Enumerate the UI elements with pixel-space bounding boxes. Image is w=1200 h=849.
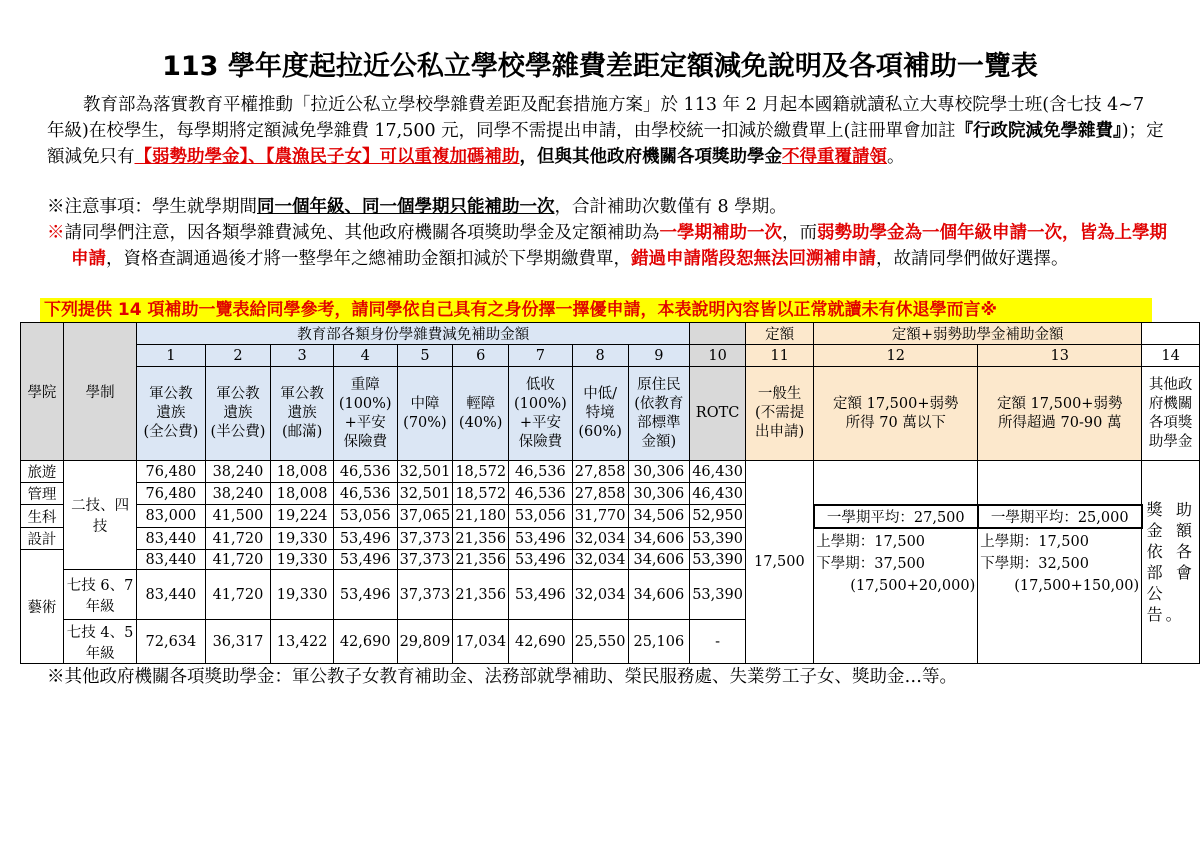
column-header-line: 保險費: [343, 433, 387, 450]
column-header-line: 遺族: [287, 405, 317, 421]
table-cell: 13,422: [271, 620, 334, 664]
column-header-line: 助學金: [1148, 433, 1193, 450]
table-cell: 32,034: [572, 550, 628, 570]
column-number: 9: [628, 345, 690, 367]
column-header: [690, 367, 746, 461]
column-header-line: 所得超過 70-90 萬: [997, 414, 1122, 431]
column-header-line: 低收: [525, 376, 555, 393]
column-number: 10: [690, 345, 746, 367]
col14-note: 獎助金額依各部會公告。: [1142, 461, 1200, 664]
table-cell: 19,224: [271, 505, 334, 528]
header-college: 學院: [21, 323, 64, 461]
header-group-need: 定額+弱勢助學金補助金額: [814, 323, 1142, 345]
column-header-line: ROTC: [695, 405, 740, 421]
column-header-line: (不需提: [755, 405, 805, 421]
col13-up: 上學期：17,500: [980, 533, 1089, 550]
table-cell: 53,496: [509, 550, 573, 570]
table-cell: 34,606: [628, 570, 690, 620]
table-cell: 37,373: [397, 550, 453, 570]
table-cell: 32,501: [397, 483, 453, 505]
table-cell: 46,536: [509, 483, 573, 505]
table-cell: 53,390: [690, 528, 746, 550]
column-header-line: +平安: [519, 414, 561, 431]
table-cell: 27,858: [572, 483, 628, 505]
table-cell: 19,330: [271, 570, 334, 620]
column-header-line: 特境: [585, 405, 615, 421]
column-number: 2: [205, 345, 271, 367]
table-cell: 83,440: [137, 550, 205, 570]
column-number: 11: [745, 345, 813, 367]
table-cell: 32,034: [572, 570, 628, 620]
column-header-line: 府機關: [1148, 395, 1193, 412]
table-cell: 21,180: [453, 505, 509, 528]
table-cell: 46,430: [690, 461, 746, 483]
column-number: 6: [453, 345, 509, 367]
column-number: 12: [814, 345, 978, 367]
column-header-line: 重障: [350, 376, 380, 393]
table-cell: 42,690: [509, 620, 573, 664]
table-cell: 18,008: [271, 461, 334, 483]
column-header-line: 定額 17,500+弱勢: [996, 395, 1123, 412]
table-cell: 41,720: [205, 570, 271, 620]
table-cell: 38,240: [205, 461, 271, 483]
note-2: ※請同學們注意，因各類學雜費減免、其他政府機關各項獎助學金及定額補助為一學期補助一次，而弱勢助學金為一個年級申請一次，皆為上學期申請，資格查調通過後才將一整學年之總補助金額扣減於下學期繳費單，錯過申請階段恕無法回溯補申請，故請同學們做好選擇。: [47, 223, 1167, 269]
table-row: [21, 461, 1200, 483]
table-row: [21, 505, 1200, 528]
table-cell: 31,770: [572, 505, 628, 528]
column-header-line: 軍公教: [280, 386, 324, 402]
column-header: [814, 367, 978, 461]
column-header-line: 中低/: [583, 386, 618, 402]
col12-up: 上學期：17,500: [816, 533, 926, 550]
highlight-banner: 下列提供 14 項補助一覽表給同學參考，請同學依自己具有之身份擇一擇優申請，本表說明內容皆以正常就讀未有休退學而言※: [40, 298, 1152, 322]
table-cell: 53,390: [690, 550, 746, 570]
column-number: 1: [137, 345, 205, 367]
column-header-line: 金額): [641, 433, 677, 450]
col13-calc: (17,500+150,00): [1014, 577, 1140, 594]
col13-average: 一學期平均：25,000: [978, 505, 1142, 528]
column-header-line: 一般生: [757, 386, 802, 402]
table-cell: 38,240: [205, 483, 271, 505]
column-header: [572, 367, 628, 461]
column-header: [137, 367, 205, 461]
column-number: 3: [271, 345, 334, 367]
table-cell: 53,496: [333, 570, 397, 620]
page-title: 113 學年度起拉近公私立學校學雜費差距定額減免說明及各項補助一覽表: [162, 51, 1038, 82]
column-header-line: (70%): [403, 414, 447, 431]
system-cell: 七技 4、5 年級: [63, 620, 136, 664]
col12-detail: [814, 528, 978, 664]
table-cell: 41,500: [205, 505, 271, 528]
intro-paragraph: 教育部為落實教育平權推動「拉近公私立學校學雜費差距及配套措施方案」於 113 年 2 月起本國籍就讀私立大專校院學士班(含七技 4~7 年級)在校學生，每學期將定額減免學雜費 17,500 元，同學不需提出申請，由學校統一扣減於繳費單上(註冊單會加註『行政院減免學雜費』)；定額減免只有【弱勢助學金】、【農漁民子女】可以重複加碼補助，但與其他政府機關各項獎助學金不得重覆請領。: [47, 95, 1164, 167]
column-header-line: 遺族: [156, 405, 186, 421]
col12-average: 一學期平均：27,500: [814, 505, 978, 528]
table-cell: 76,480: [137, 483, 205, 505]
table-cell: 19,330: [271, 550, 334, 570]
system-cell: 七技 6、7 年級: [63, 570, 136, 620]
footnote: ※其他政府機關各項獎助學金：軍公教子女教育補助金、法務部就學補助、榮民服務處、失業勞工子女、獎助金…等。: [47, 667, 957, 687]
header-group-moe: 教育部各類身份學雜費減免補助金額: [137, 323, 690, 345]
table-cell: 21,356: [453, 570, 509, 620]
column-header-line: 所得 70 萬以下: [845, 414, 946, 431]
table-cell: 25,106: [628, 620, 690, 664]
column-header-line: 遺族: [223, 405, 253, 421]
college-cell: 生科: [21, 505, 64, 528]
table-cell: 53,496: [333, 528, 397, 550]
table-cell: 53,390: [690, 570, 746, 620]
table-cell: 41,720: [205, 528, 271, 550]
table-cell: 83,440: [137, 528, 205, 550]
col13-blank: [978, 461, 1142, 505]
column-header: [628, 367, 690, 461]
system-cell: 二技、四技: [63, 461, 136, 570]
table-cell: 34,606: [628, 528, 690, 550]
column-header-line: (60%): [578, 424, 622, 440]
column-number: 14: [1142, 345, 1200, 367]
college-cell: 旅遊: [21, 461, 64, 483]
col13-detail: [978, 528, 1142, 664]
table-cell: 37,373: [397, 570, 453, 620]
header-group-fixed: 定額: [745, 323, 813, 345]
col12-down: 下學期：37,500: [816, 555, 926, 572]
table-cell: 21,356: [453, 550, 509, 570]
column-header-line: (依教育: [634, 395, 684, 412]
table-cell: 53,496: [333, 550, 397, 570]
header-system: 學制: [63, 323, 136, 461]
col13-down: 下學期：32,500: [980, 555, 1089, 572]
table-cell: 30,306: [628, 483, 690, 505]
column-header: [509, 367, 573, 461]
table-cell: 52,950: [690, 505, 746, 528]
table-cell: 46,536: [333, 483, 397, 505]
column-header-line: (邮滿): [281, 424, 323, 440]
table-cell: 21,356: [453, 528, 509, 550]
column-header: [978, 367, 1142, 461]
table-cell: 46,536: [333, 461, 397, 483]
table-cell: -: [690, 620, 746, 664]
table-row: [21, 528, 1200, 550]
column-header-line: 部標準: [637, 414, 681, 431]
table-cell: 53,496: [509, 570, 573, 620]
column-header: [397, 367, 453, 461]
column-header-line: 軍公教: [216, 386, 260, 402]
column-number: 13: [978, 345, 1142, 367]
table-cell: 32,034: [572, 528, 628, 550]
college-cell-art: 藝術: [21, 550, 64, 664]
subsidy-table: [20, 322, 1200, 664]
table-cell: 53,496: [509, 528, 573, 550]
column-header: [271, 367, 334, 461]
column-header: [745, 367, 813, 461]
column-header-line: (全公費): [143, 424, 199, 440]
table-cell: 46,536: [509, 461, 573, 483]
table-cell: 25,550: [572, 620, 628, 664]
table-cell: 29,809: [397, 620, 453, 664]
table-cell: 34,606: [628, 550, 690, 570]
column-header-line: (100%): [338, 395, 392, 412]
column-header-line: 定額 17,500+弱勢: [833, 395, 959, 412]
column-header: [453, 367, 509, 461]
table-cell: 83,000: [137, 505, 205, 528]
college-cell: 管理: [21, 483, 64, 505]
column-header: [205, 367, 271, 461]
table-cell: 36,317: [205, 620, 271, 664]
column-number: 8: [572, 345, 628, 367]
column-header: [333, 367, 397, 461]
table-cell: 42,690: [333, 620, 397, 664]
table-cell: 17,034: [453, 620, 509, 664]
column-header-line: 出申請): [755, 424, 805, 440]
column-header-line: +平安: [344, 414, 386, 431]
table-cell: 46,430: [690, 483, 746, 505]
header-blank-14: [1142, 323, 1200, 345]
column-header-line: (40%): [458, 414, 503, 431]
column-header-line: 各項獎: [1148, 414, 1193, 431]
table-cell: 53,056: [509, 505, 573, 528]
column-header-line: 其他政: [1148, 376, 1193, 393]
table-cell: 83,440: [137, 570, 205, 620]
column-header: [1142, 367, 1200, 461]
col11-value: 17,500: [745, 461, 813, 664]
column-header-line: 中障: [410, 395, 440, 412]
col12-calc: (17,500+20,000): [850, 577, 976, 594]
column-header-line: 軍公教: [149, 386, 193, 402]
table-cell: 19,330: [271, 528, 334, 550]
table-cell: 41,720: [205, 550, 271, 570]
column-number: 5: [397, 345, 453, 367]
column-header-line: 輕障: [466, 395, 496, 412]
table-cell: 34,506: [628, 505, 690, 528]
table-cell: 32,501: [397, 461, 453, 483]
table-cell: 18,572: [453, 461, 509, 483]
table-cell: 27,858: [572, 461, 628, 483]
table-cell: 30,306: [628, 461, 690, 483]
table-cell: 72,634: [137, 620, 205, 664]
table-cell: 76,480: [137, 461, 205, 483]
table-cell: 53,056: [333, 505, 397, 528]
column-header-line: (半公費): [210, 424, 266, 440]
table-cell: 37,065: [397, 505, 453, 528]
table-cell: 37,373: [397, 528, 453, 550]
column-header-line: 原住民: [637, 376, 681, 393]
table-cell: 18,572: [453, 483, 509, 505]
note-1: ※注意事項：學生就學期間同一個年級、同一個學期只能補助一次，合計補助次數僅有 8 學期。: [47, 197, 787, 217]
college-cell: 設計: [21, 528, 64, 550]
column-header-line: (100%): [514, 395, 567, 412]
table-cell: 18,008: [271, 483, 334, 505]
column-number: 4: [333, 345, 397, 367]
column-number: 7: [509, 345, 573, 367]
column-header-line: 保險費: [518, 433, 563, 450]
header-blank: [690, 323, 746, 345]
col12-blank: [814, 461, 978, 505]
